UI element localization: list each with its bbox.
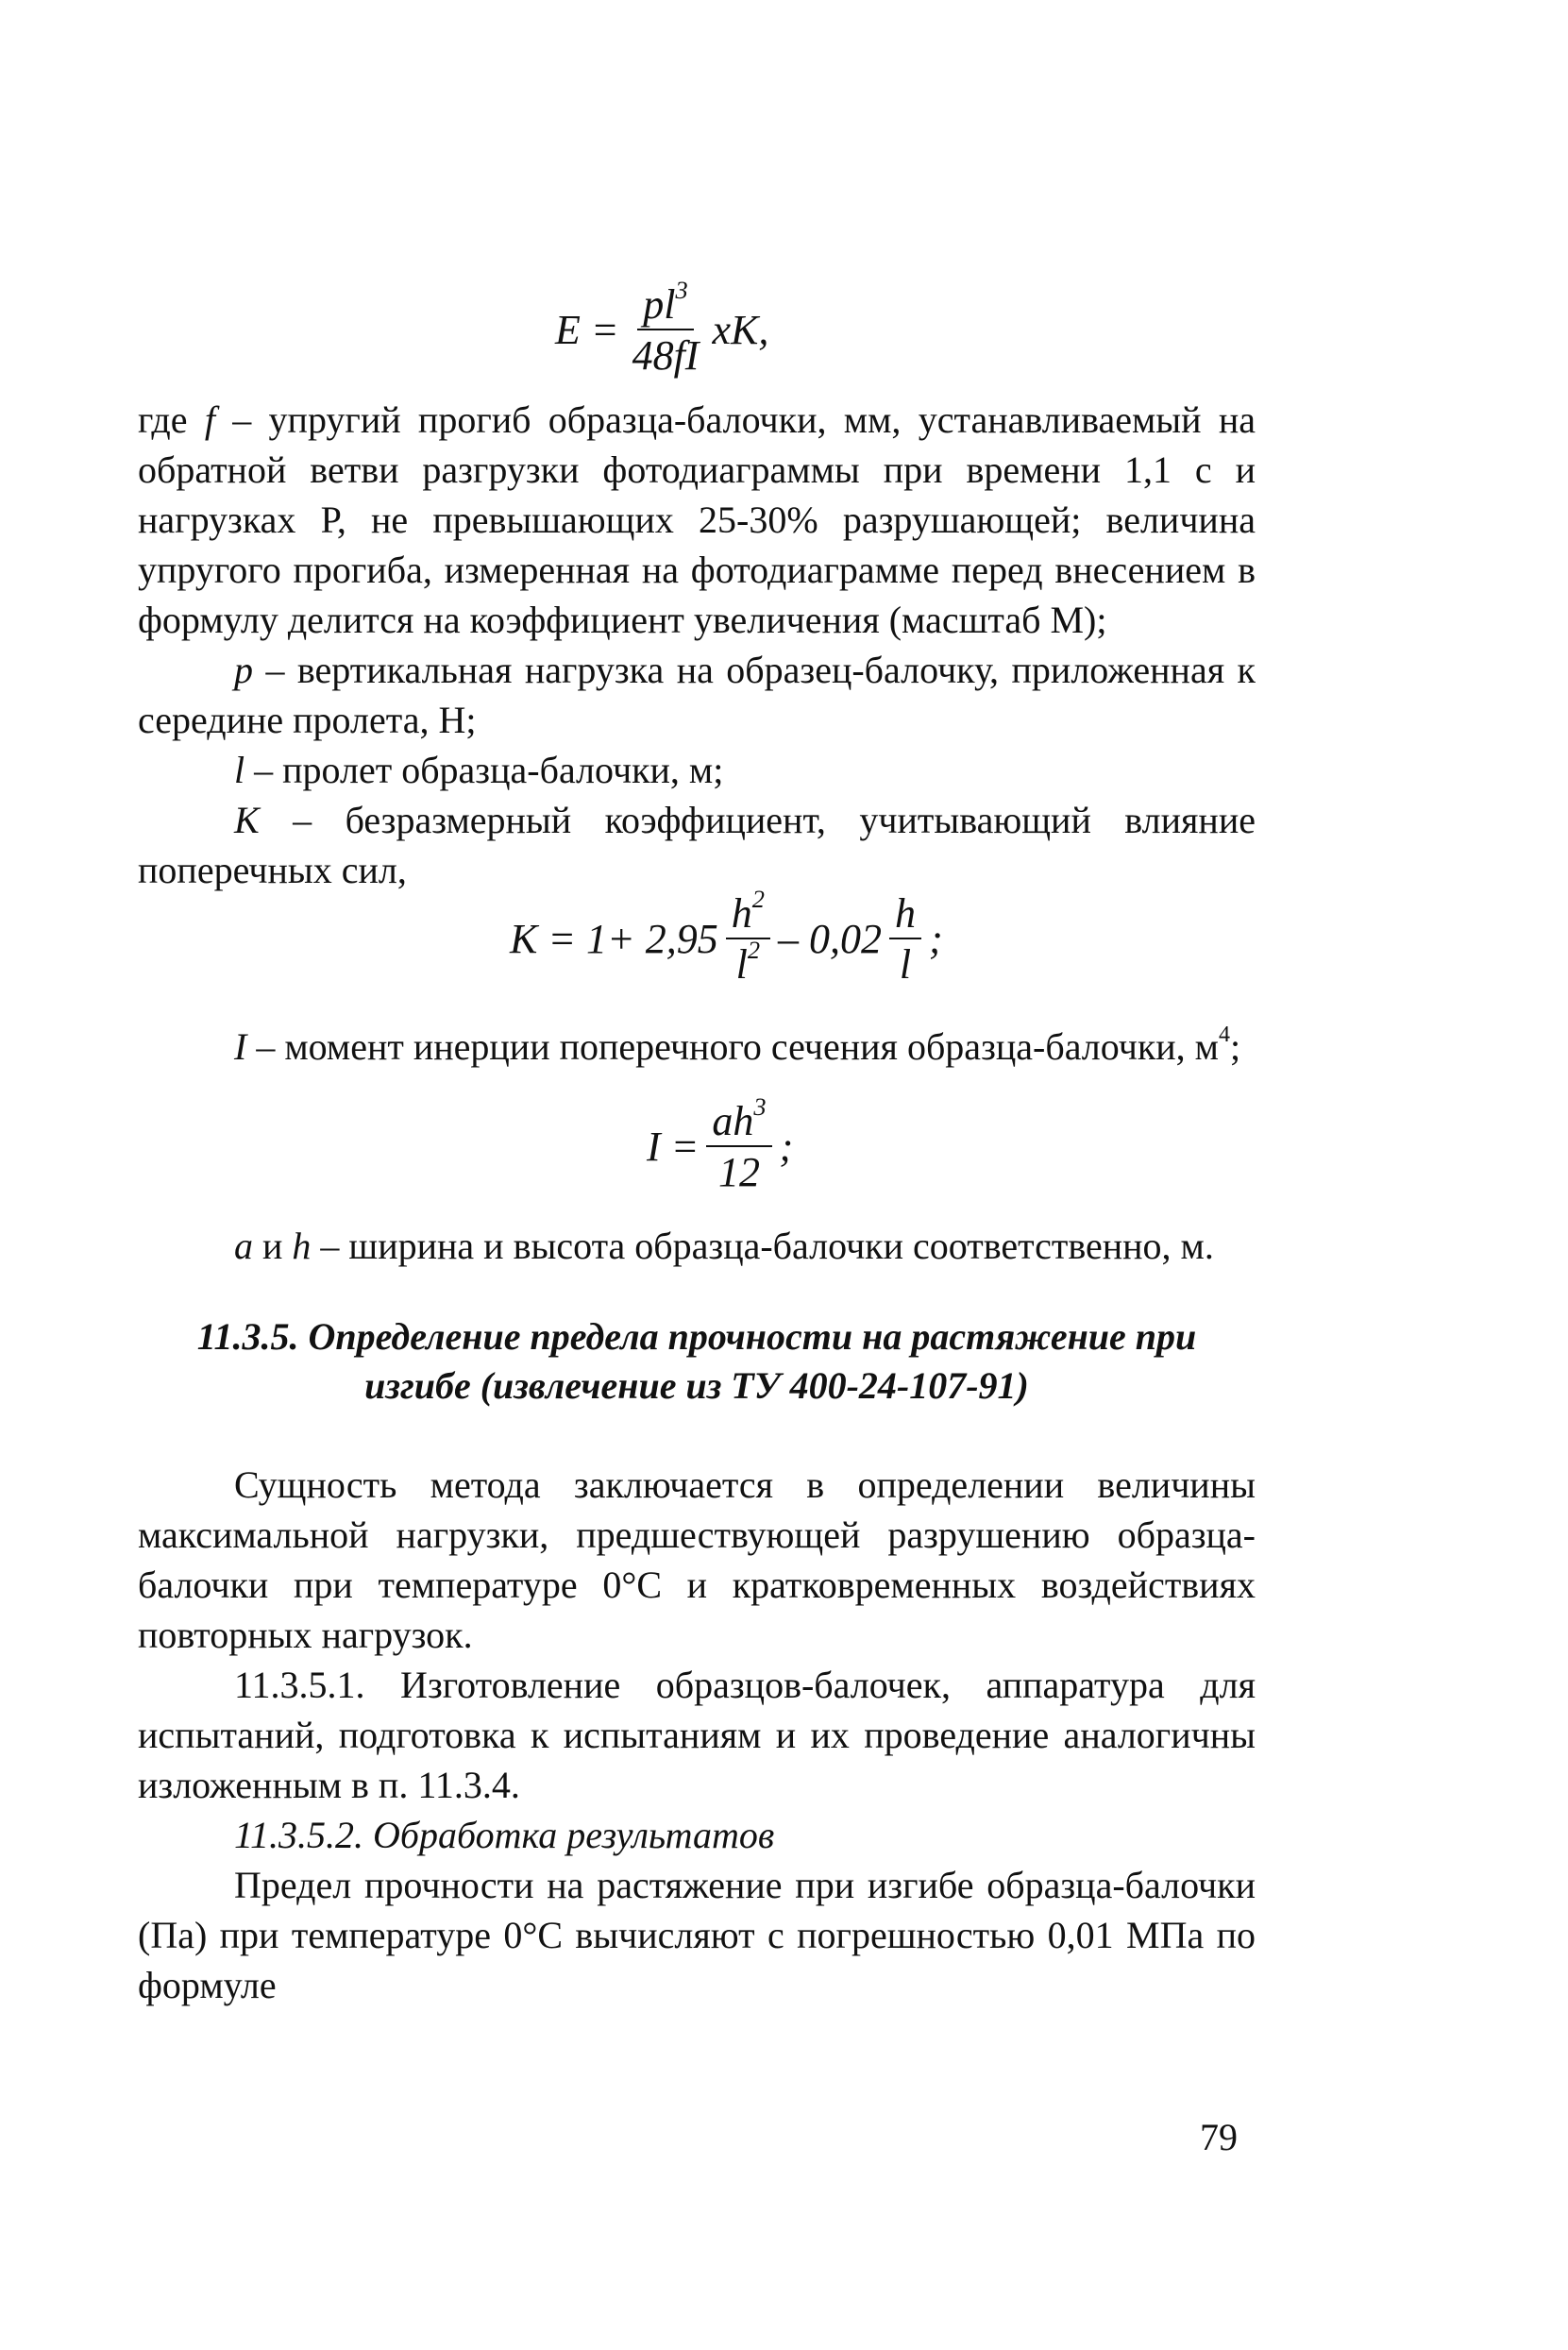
- page-number: 79: [1200, 2116, 1238, 2158]
- formula-i-end: ;: [779, 1124, 794, 1171]
- formula-e-lhs: E =: [555, 307, 619, 354]
- paragraph-11-3-5-1: 11.3.5.1. Изготовление образцов-балочек, аппаратура для испытаний, подготовка к испытаниям и их проведение аналогичны изложенным в п. 11.3.4.: [138, 1664, 1256, 1806]
- symbol-k: K: [234, 799, 260, 841]
- definition-k: [138, 795, 1256, 895]
- formula-i-lhs: I =: [647, 1124, 700, 1171]
- definition-f: где f – упругий прогиб образца-балочки, мм, устанавливаемый на обратной ветви разгрузки фотодиаграммы при времени 1,1 с и нагрузках Р, не превышающих 25-30% разрушающей; величина упругого прогиба, измеренная на фотодиаграмме перед внесением в формулу делится на коэффициент увеличения (масштаб М);: [138, 398, 1256, 641]
- formula-k-coefficient: [510, 884, 943, 989]
- definition-i: I – момент инерции поперечного сечения образца-балочки, $м^4$;: [234, 1022, 1241, 1068]
- symbol-i: I: [234, 1025, 247, 1068]
- formula-k-end: ;: [928, 916, 943, 963]
- definition-l-text: – пролет образца-балочки, м;: [254, 749, 724, 791]
- formula-k-mid: – 0,02: [777, 916, 882, 963]
- definition-k-text: – безразмерный коэффициент, учитывающий влияние поперечных сил,: [138, 799, 1256, 891]
- definition-i-text: – момент инерции поперечного сечения образца-балочки, м: [256, 1025, 1219, 1068]
- formula-elastic-modulus: [555, 275, 769, 380]
- paragraph-strength-calculation: Предел прочности на растяжение при изгибе образца-балочки (Па) при температуре 0°С вычисляют с погрешностью 0,01 МПа по формуле: [138, 1864, 1256, 2006]
- formula-i-fraction: $\frac{ah^3}{12}$: [706, 1100, 771, 1194]
- formula-e-numerator: $pl^3$: [637, 283, 693, 330]
- symbol-p: p: [234, 649, 253, 691]
- section-heading-line-1: 11.3.5. Определение предела прочности на растяжение при: [196, 1315, 1197, 1358]
- section-heading-11-3-5: [138, 1312, 1256, 1411]
- formula-e-denominator: 48fI: [632, 332, 700, 380]
- subheading-11-3-5-2: 11.3.5.2. Обработка результатов: [234, 1814, 775, 1856]
- formula-e-rhs: xK,: [712, 307, 769, 354]
- definition-f-text: – упругий прогиб образца-балочки, мм, устанавливаемый на обратной ветви разгрузки фотодиаграммы при времени 1,1 с и нагрузках Р, не превышающих 25-30% разрушающей; величина упругого прогиба, измеренная на фотодиаграмме перед внесением в формулу делится на коэффициент увеличения (масштаб М);: [138, 398, 1256, 641]
- paragraph-method-essence: Сущность метода заключается в определении величины максимальной нагрузки, предшествующей разрушению образца-балочки при температуре 0°С и кратковременных воздействиях повторных нагрузок.: [138, 1463, 1256, 1656]
- formula-moment-of-inertia: [647, 1091, 794, 1196]
- definition-l: [138, 745, 1256, 795]
- section-heading-line-2: изгибе (извлечение из ТУ 400-24-107-91): [364, 1364, 1029, 1407]
- definition-p: [138, 645, 1256, 745]
- symbol-l: l: [234, 749, 245, 791]
- symbol-f: f: [204, 398, 215, 441]
- definition-p-text: – вертикальная нагрузка на образец-балочку, приложенная к середине пролета, Н;: [138, 649, 1256, 741]
- formula-e-fraction: [627, 275, 705, 380]
- formula-k-lhs: K = 1+ 2,95: [510, 916, 718, 963]
- definition-a-h: a и h – ширина и высота образца-балочки соответственно, м.: [234, 1225, 1214, 1267]
- definition-a-h-text: – ширина и высота образца-балочки соответственно, м.: [311, 1225, 1214, 1267]
- formula-k-fraction-1: $\frac{h^2}{l^2}$: [726, 892, 770, 987]
- formula-k-fraction-2: $\frac{h}{l}$: [889, 892, 921, 987]
